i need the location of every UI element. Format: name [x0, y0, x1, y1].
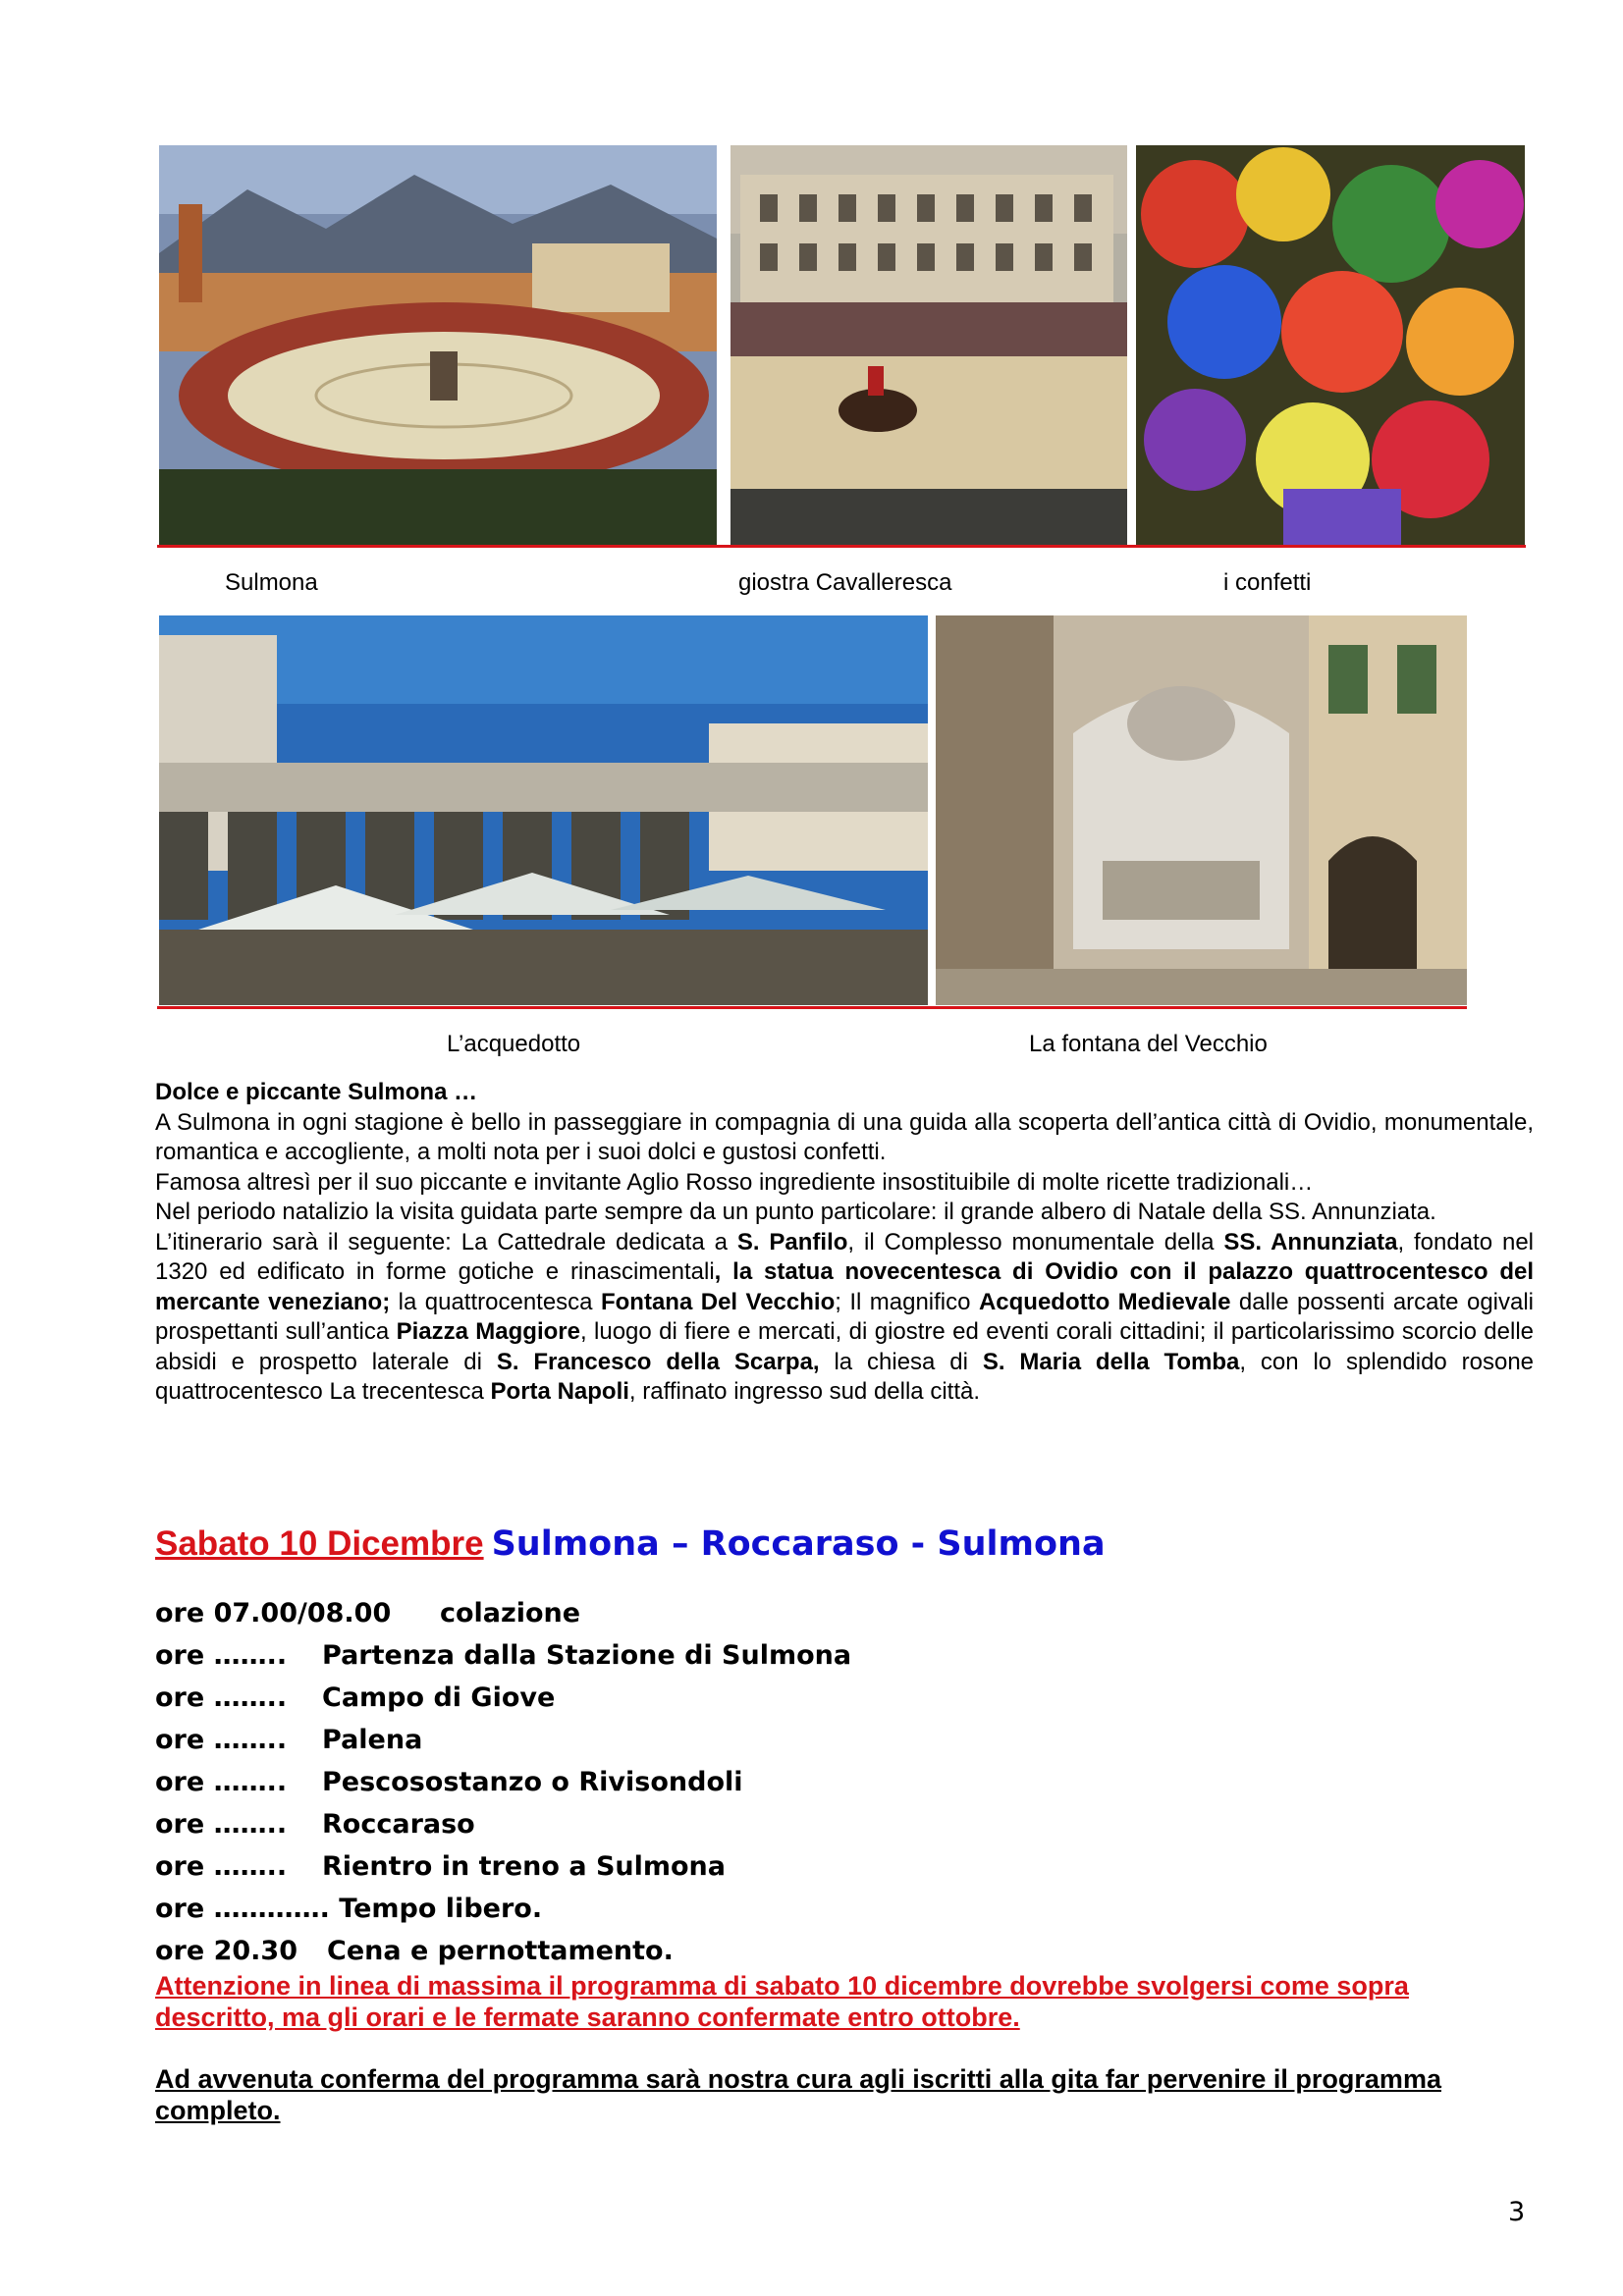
photo-fontana-del-vecchio	[936, 615, 1467, 1005]
intro-paragraph: Nel periodo natalizio la visita guidata parte sempre da un punto particolare: il grande albero di Natale della SS. Annunziata.	[155, 1199, 1436, 1225]
photo-caption: i confetti	[1223, 569, 1312, 596]
day-date: Sabato 10 Dicembre	[155, 1524, 484, 1563]
itinerary-highlight: , la statua novecentesca di Ovidio con il palazzo quattrocentesco del mercante veneziano;	[155, 1258, 1535, 1315]
itinerary-highlight: S. Francesco della Scarpa,	[496, 1348, 820, 1375]
photo-caption: L’acquedotto	[447, 1031, 581, 1057]
itinerary-highlight: Piazza Maggiore	[396, 1318, 580, 1345]
photo-sulmona-piazza	[159, 145, 717, 546]
itinerary-text: , con lo splendido rosone quattrocentesco La trecentesca	[155, 1348, 1535, 1405]
itinerary-text: L’itinerario sarà il seguente: La Cattedrale dedicata a	[155, 1228, 737, 1255]
itinerary-text: la chiesa di	[819, 1348, 983, 1375]
schedule-time: ore ……..	[155, 1640, 288, 1671]
day-route: Sulmona – Roccaraso - Sulmona	[491, 1524, 1106, 1564]
schedule-time: ore ………….	[155, 1894, 330, 1924]
schedule-time: ore 20.30	[155, 1936, 298, 1966]
schedule-activity: Palena	[322, 1725, 423, 1755]
schedule-row	[155, 1845, 851, 1888]
itinerary-text: , il Complesso monumentale della	[847, 1228, 1224, 1255]
schedule-row	[155, 1677, 851, 1719]
schedule-activity: Roccaraso	[322, 1809, 475, 1840]
schedule-list	[155, 1592, 851, 1972]
confirmation-note: Ad avvenuta conferma del programma sarà nostra cura agli iscritti alla gita far pervenire il programma completo.	[155, 2064, 1441, 2125]
schedule-time: ore 07.00/08.00	[155, 1598, 392, 1629]
schedule-activity: Rientro in treno a Sulmona	[322, 1851, 726, 1882]
schedule-activity: Partenza dalla Stazione di Sulmona	[322, 1640, 852, 1671]
schedule-row	[155, 1592, 851, 1634]
schedule-row	[155, 1719, 851, 1761]
itinerary-highlight: SS. Annunziata	[1223, 1228, 1398, 1255]
schedule-time: ore ……..	[155, 1767, 288, 1797]
divider-line	[157, 545, 1526, 548]
itinerary-text: dalle possenti arcate ogivali prospettanti sull’antica	[155, 1288, 1535, 1345]
itinerary-text: , luogo di fiere e mercati, di giostre ed eventi corali cittadini; il particolarissimo scorcio delle absidi e prospetto laterale di	[155, 1318, 1535, 1375]
itinerary-highlight: Porta Napoli	[490, 1378, 629, 1405]
warning-note: Attenzione in linea di massima il programma di sabato 10 dicembre dovrebbe svolgersi come sopra descritto, ma gli orari e le fermate saranno confermate entro ottobre.	[155, 1971, 1409, 2032]
intro-paragraph: A Sulmona in ogni stagione è bello in passeggiare in compagnia di una guida alla scoperta dell’antica città di Ovidio, monumentale, romantica e accogliente, a molti nota per i suoi dolci e gustosi confetti.	[155, 1108, 1534, 1165]
photo-confetti-flowers	[1136, 145, 1525, 546]
schedule-activity: Pescosostanzo o Rivisondoli	[322, 1767, 743, 1797]
intro-title: Dolce e piccante Sulmona …	[155, 1079, 478, 1105]
schedule-row	[155, 1761, 851, 1803]
schedule-time: ore ……..	[155, 1725, 288, 1755]
page-number: 3	[1508, 2197, 1526, 2227]
itinerary-text: , raffinato ingresso sud della città.	[628, 1378, 980, 1405]
photo-caption: La fontana del Vecchio	[1029, 1031, 1268, 1057]
itinerary-paragraph	[155, 1228, 1534, 1408]
divider-line	[157, 1006, 1467, 1009]
photo-caption: Sulmona	[225, 569, 318, 596]
schedule-row	[155, 1634, 851, 1677]
intro-paragraph: Famosa altresì per il suo piccante e invitante Aglio Rosso ingrediente insostituibile di molte ricette tradizionali…	[155, 1168, 1314, 1196]
itinerary-text: , fondato nel 1320 ed edificato in forme gotiche e rinascimentali	[155, 1228, 1534, 1285]
schedule-activity: colazione	[440, 1598, 581, 1629]
photo-caption: giostra Cavalleresca	[738, 569, 952, 596]
schedule-activity: Campo di Giove	[322, 1682, 556, 1713]
schedule-activity: Cena e pernottamento.	[327, 1936, 674, 1966]
schedule-time: ore ……..	[155, 1809, 288, 1840]
itinerary-highlight: S. Maria della Tomba	[982, 1348, 1240, 1375]
photo-acquedotto	[159, 615, 928, 1005]
schedule-row	[155, 1888, 851, 1930]
itinerary-text: ; Il magnifico	[835, 1288, 979, 1315]
day-heading	[155, 1524, 1106, 1564]
itinerary-highlight: Fontana Del Vecchio	[600, 1288, 836, 1315]
intro-section	[155, 1078, 1534, 1408]
itinerary-highlight: Acquedotto Medievale	[978, 1288, 1231, 1315]
schedule-time: ore ……..	[155, 1851, 288, 1882]
schedule-row	[155, 1803, 851, 1845]
itinerary-highlight: S. Panfilo	[736, 1228, 848, 1255]
photo-giostra-cavalleresca	[730, 145, 1127, 546]
itinerary-text: la quattrocentesca	[390, 1288, 601, 1315]
schedule-row	[155, 1930, 851, 1972]
schedule-activity: Tempo libero.	[339, 1894, 543, 1924]
schedule-time: ore ……..	[155, 1682, 288, 1713]
